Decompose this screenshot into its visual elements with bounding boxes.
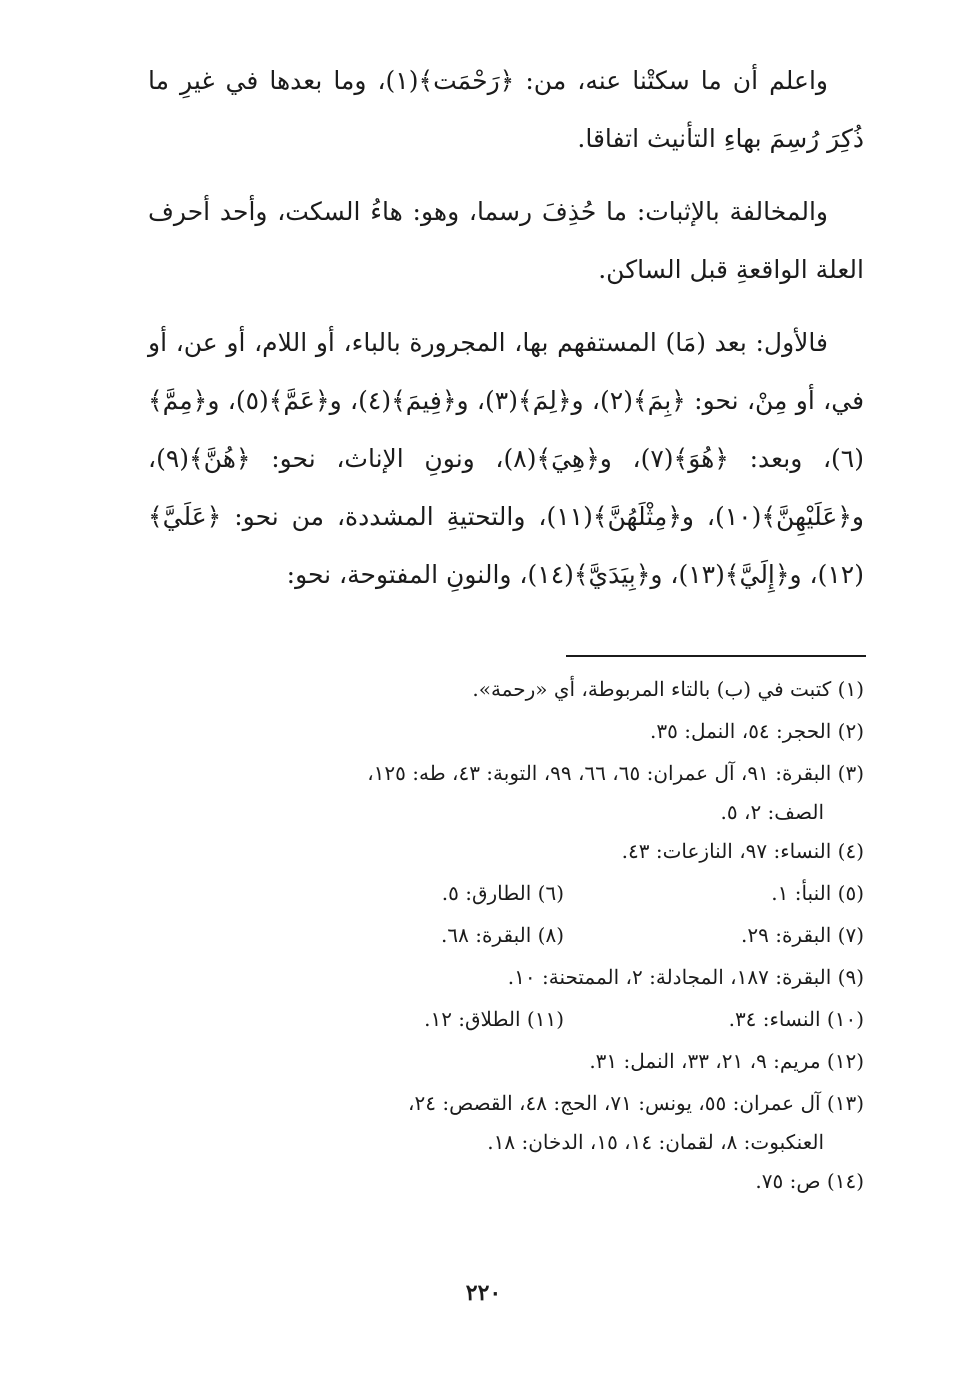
footnote: (١٤) ص: ٧٥. <box>755 1169 864 1193</box>
footnote: (١٠) النساء: ٣٤. <box>728 1007 864 1031</box>
paragraph: فالأول: بعد (مَا) المستفهم بها، المجرورة بالباء، أو اللام، أو عن، أو في، أو مِنْ، نحو: ﴿بِمَ﴾(٢)، و﴿لِمَ﴾(٣)، و﴿فِيمَ﴾(٤)، و﴿عَمَّ﴾(٥)، و﴿مِمَّ﴾(٦)، وبعد: ﴿هُوَ﴾(٧)، و﴿هِيَ﴾(٨)، ونونِ الإناث، نحو: ﴿هُنَّ﴾(٩)، و﴿عَلَيْهِنَّ﴾(١٠)، و﴿مِثْلَهُنَّ﴾(١١)، والتحتيةِ المشددة، من نحو: ﴿عَلَيَّ﴾(١٢)، و﴿إِلَيَّ﴾(١٣)، و﴿بِيَدَيَّ﴾(١٤)، والنونِ المفتوحة، نحو: <box>148 328 865 589</box>
footnote-line: (٣) البقرة: ٩١، آل عمران: ٦٥، ٦٦، ٩٩، التوبة: ٤٣، طه: ١٢٥، <box>367 761 864 785</box>
footnote: (٥) النبأ: ١. <box>771 881 864 905</box>
footnote: (١) كتبت في (ب) بالتاء المربوطة، أي «رحمة». <box>472 677 864 701</box>
footnote: (١١) الطلاق: ١٢. <box>424 1007 564 1031</box>
footnote: (٢) الحجر: ٥٤، النمل: ٣٥. <box>650 719 864 743</box>
footnote-line: (١٣) آل عمران: ٥٥، يونس: ٧١، الحج: ٤٨، القصص: ٢٤، <box>408 1091 864 1115</box>
page-number: ٢٢٠ <box>465 1280 502 1306</box>
footnote: (٦) الطارق: ٥. <box>441 881 564 905</box>
footnote-row <box>148 998 864 1040</box>
paragraph: واعلم أن ما سكتْنا عنه، من: ﴿رَحْمَت﴾(١)، وما بعدها في غيرِ ما ذُكِرَ رُسِمَ بهاءِ التأنيث اتفاقا. <box>148 66 864 153</box>
footnote-row <box>148 872 864 914</box>
paragraph: والمخالفة بالإثبات: ما حُذِفَ رسما، وهو: هاءُ السكت، وأحد أحرف العلة الواقعةِ قبل الساكن. <box>148 197 864 284</box>
footnote: (٧) البقرة: ٢٩. <box>741 923 864 947</box>
footnote: (١٢) مريم: ٩، ٢١، ٣٣، النمل: ٣١. <box>589 1049 864 1073</box>
footnote-continuation: العنكبوت: ٨، لقمان: ١٤، ١٥، الدخان: ١٨. <box>487 1130 824 1154</box>
footnote-divider <box>566 655 866 657</box>
footnote: (٩) البقرة: ١٨٧، المجادلة: ٢، الممتحنة: ١٠. <box>507 965 864 989</box>
footnote <box>148 752 864 830</box>
footnote <box>148 1082 864 1160</box>
footnote-continuation: الصف: ٢، ٥. <box>720 800 824 824</box>
footnote: (٤) النساء: ٩٧، النازعات: ٤٣. <box>621 839 864 863</box>
footnote-row <box>148 914 864 956</box>
footnotes <box>148 668 864 1202</box>
main-text <box>148 52 864 619</box>
footnote: (٨) البقرة: ٦٨. <box>441 923 564 947</box>
